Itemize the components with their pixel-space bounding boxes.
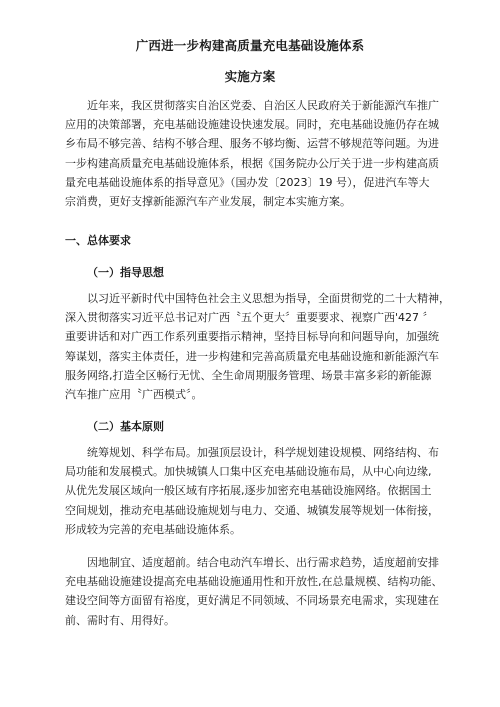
intro-line: 一步构建高质量充电基础设施体系，根据《国务院办公厅关于进一步构建高质 xyxy=(65,156,439,170)
principle-line: 空间规划，推动充电基础设施规划与电力、交通、城镇发展等规划一体衔接， xyxy=(65,503,439,517)
guiding-line: 重要讲话和对广西工作系列重要指示精神，坚持目标导向和问题导向，加强统 xyxy=(65,330,439,344)
guiding-line: 筹谋划，落实主体责任，进一步构建和完善高质量充电基础设施和新能源汽车 xyxy=(65,349,439,363)
intro-line: 量充电基础设施体系的指导意见》（国办发〔2023〕19 号），促进汽车等大 xyxy=(65,175,430,189)
guiding-line: 服务网络,打造全区畅行无忧、全生命周期服务管理、场景丰富多彩的新能源 xyxy=(65,368,432,382)
principle-line: 统筹规划、科学布局。加强顶层设计，科学规划建设规模、网络结构、布 xyxy=(87,446,439,459)
principle-line: 充电基础设施建设提高充电基础设施通用性和开放性,在总量规模、结构功能、 xyxy=(65,575,443,589)
principle-paragraph-local xyxy=(65,553,441,630)
principle-line: 因地制宜、适度超前。结合电动汽车增长、出行需求趋势，适度超前安排 xyxy=(87,556,439,569)
intro-line: 应用的决策部署，充电基础设施建设快速发展。同时，充电基础设施仍存在城 xyxy=(65,118,439,132)
principle-line: 前、需时有、用得好。 xyxy=(65,613,175,627)
guiding-line: 汽车推广应用〝广西模式〞。 xyxy=(65,388,203,402)
principle-line: 建设空间等方面留有裕度，更好满足不同领域、不同场景充电需求，实现建在 xyxy=(65,594,439,608)
intro-line: 近年来，我区贯彻落实自治区党委、自治区人民政府关于新能源汽车推广 xyxy=(87,99,439,112)
subsection-heading-principles: （二）基本原则 xyxy=(87,420,164,433)
subsection-heading-guiding: （一）指导思想 xyxy=(87,266,164,279)
document-subtitle: 实施方案 xyxy=(224,69,276,84)
guiding-line: 以习近平新时代中国特色社会主义思想为指导，全面贯彻党的二十大精神， xyxy=(87,292,450,305)
principle-line: 局功能和发展模式。加快城镇人口集中区充电基础设施布局，从中心向边缘, xyxy=(65,465,432,479)
intro-line: 宗消费，更好支撑新能源汽车产业发展，制定本实施方案。 xyxy=(65,195,351,209)
principle-line: 从优先发展区域向一般区域有序拓展,逐步加密充电基础设施网络。依据国土 xyxy=(65,484,432,498)
guiding-line: 深入贯彻落实习近平总书记对广西〝五个更大〞重要要求、视察广西'427 〞 xyxy=(65,311,434,325)
principle-paragraph-planning xyxy=(65,443,441,539)
section-heading-overall: 一、总体要求 xyxy=(65,234,131,247)
intro-line: 乡布局不够完善、结构不够合理、服务不够均衡、运营不够规范等问题。为进 xyxy=(65,137,439,151)
guiding-paragraph xyxy=(65,289,450,404)
document-title: 广西进一步构建高质量充电基础设施体系 xyxy=(135,38,365,53)
principle-line: 形成较为完善的充电基础设施体系。 xyxy=(65,522,241,536)
intro-paragraph xyxy=(65,96,441,211)
